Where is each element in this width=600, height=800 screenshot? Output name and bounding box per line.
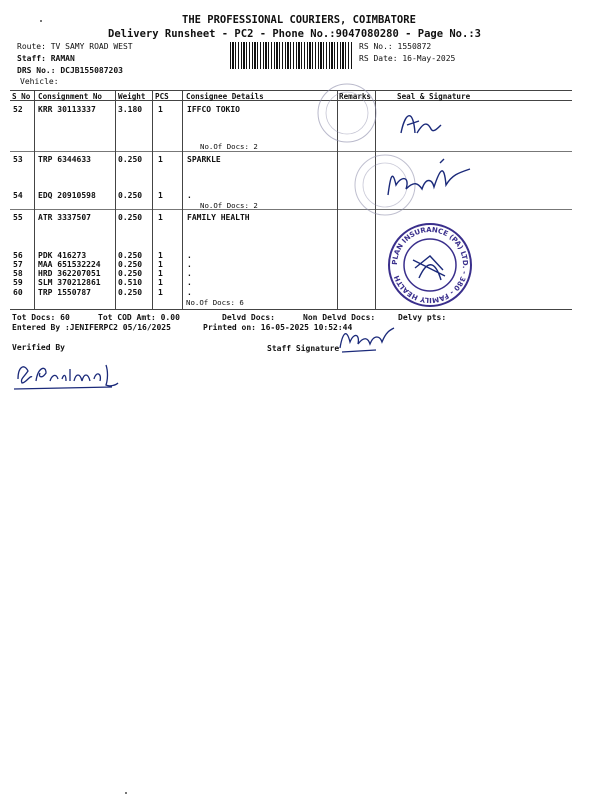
row-pcs: 1 bbox=[158, 155, 163, 164]
drs-number: DRS No.: DCJB155087203 bbox=[17, 66, 123, 75]
row-sno: 55 bbox=[13, 213, 23, 222]
row-pcs: 1 bbox=[158, 251, 163, 260]
row-weight: 0.250 bbox=[118, 213, 143, 222]
row-consignee: . bbox=[187, 269, 192, 278]
row-weight: 3.180 bbox=[118, 105, 143, 114]
entered-by: Entered By :JENIFERPC2 05/16/2025 bbox=[12, 323, 171, 332]
rs-date: RS Date: 16-May-2025 bbox=[359, 54, 456, 63]
row-consignee: FAMILY HEALTH bbox=[187, 213, 250, 222]
row-consignment: HRD 362207051 bbox=[38, 269, 101, 278]
row-weight: 0.250 bbox=[118, 251, 143, 260]
col-header-consignee: Consignee Details bbox=[186, 92, 264, 101]
row-consignment: EDQ 20910598 bbox=[38, 191, 96, 200]
row-pcs: 1 bbox=[158, 260, 163, 269]
row-divider bbox=[10, 209, 572, 210]
col-divider bbox=[182, 90, 183, 309]
row-weight: 0.250 bbox=[118, 288, 143, 297]
printed-on: Printed on: 16-05-2025 10:52:44 bbox=[203, 323, 353, 332]
row-consignment: SLM 370212861 bbox=[38, 278, 101, 287]
row-sno: 56 bbox=[13, 251, 23, 260]
page-dot bbox=[40, 20, 42, 22]
faint-stamp-1 bbox=[312, 78, 382, 148]
row-consignee: IFFCO TOKIO bbox=[187, 105, 240, 114]
document-subtitle: Delivery Runsheet - PC2 - Phone No.:9047080280 - Page No.:3 bbox=[108, 28, 481, 40]
row-pcs: 1 bbox=[158, 288, 163, 297]
col-header-consignment: Consignment No bbox=[38, 92, 103, 101]
col-divider bbox=[34, 90, 35, 309]
row-pcs: 1 bbox=[158, 213, 163, 222]
route-label: Route: TV SAMY ROAD WEST bbox=[17, 42, 133, 51]
row-consignment: MAA 651532224 bbox=[38, 260, 101, 269]
row-sno: 53 bbox=[13, 155, 23, 164]
col-divider bbox=[115, 90, 116, 309]
row-consignee: . bbox=[187, 251, 192, 260]
row-consignee: . bbox=[187, 260, 192, 269]
row-sno: 54 bbox=[13, 191, 23, 200]
row-weight: 0.250 bbox=[118, 155, 143, 164]
row-pcs: 1 bbox=[158, 269, 163, 278]
col-divider bbox=[152, 90, 153, 309]
table-bottom-border bbox=[10, 309, 572, 310]
company-seal bbox=[385, 220, 475, 310]
row-weight: 0.250 bbox=[118, 260, 143, 269]
delivery-signature-1 bbox=[395, 103, 445, 143]
document-title: THE PROFESSIONAL COURIERS, COIMBATORE bbox=[182, 14, 416, 26]
row-weight: 0.250 bbox=[118, 269, 143, 278]
total-cod: Tot COD Amt: 0.00 bbox=[98, 313, 180, 322]
col-header-pcs: PCS bbox=[155, 92, 169, 101]
delivered-docs: Delvd Docs: bbox=[222, 313, 275, 322]
row-sno: 60 bbox=[13, 288, 23, 297]
row-weight: 0.510 bbox=[118, 278, 143, 287]
vehicle-label: Vehicle: bbox=[20, 77, 59, 86]
staff-signature-label: Staff Signature bbox=[267, 344, 340, 353]
col-header-weight: Weight bbox=[118, 92, 146, 101]
row-consignment: KRR 30113337 bbox=[38, 105, 96, 114]
row-pcs: 1 bbox=[158, 105, 163, 114]
docs-count: No.Of Docs: 2 bbox=[200, 142, 258, 151]
row-consignee: SPARKLE bbox=[187, 155, 221, 164]
row-weight: 0.250 bbox=[118, 191, 143, 200]
verified-by-label: Verified By bbox=[12, 343, 65, 352]
row-sno: 58 bbox=[13, 269, 23, 278]
page-dot bbox=[125, 792, 127, 794]
row-consignment: ATR 3337507 bbox=[38, 213, 91, 222]
row-sno: 52 bbox=[13, 105, 23, 114]
row-consignment: TRP 6344633 bbox=[38, 155, 91, 164]
row-sno: 57 bbox=[13, 260, 23, 269]
barcode bbox=[230, 42, 352, 69]
col-header-seal: Seal & Signature bbox=[397, 92, 471, 101]
row-divider bbox=[10, 151, 572, 152]
delivery-signature-2 bbox=[380, 155, 475, 205]
row-consignee: . bbox=[187, 288, 192, 297]
row-consignment: PDK 416273 bbox=[38, 251, 87, 260]
seal-text: PLAN INSURANCE (PA) LTD. - 380 - FAMILY HEALTH bbox=[390, 225, 470, 305]
row-consignee: . bbox=[187, 191, 192, 200]
staff-signature bbox=[336, 318, 396, 356]
total-docs: Tot Docs: 60 bbox=[12, 313, 70, 322]
row-pcs: 1 bbox=[158, 278, 163, 287]
row-consignment: TRP 1550787 bbox=[38, 288, 91, 297]
non-delivered-docs: Non Delvd Docs: bbox=[303, 313, 376, 322]
rs-number: RS No.: 1550872 bbox=[359, 42, 432, 51]
row-pcs: 1 bbox=[158, 191, 163, 200]
col-header-sno: S No bbox=[12, 92, 31, 101]
table-top-border bbox=[10, 90, 572, 91]
row-sno: 59 bbox=[13, 278, 23, 287]
staff-label: Staff: RAMAN bbox=[17, 54, 75, 63]
docs-count: No.Of Docs: 2 bbox=[200, 201, 258, 210]
docs-count: No.Of Docs: 6 bbox=[186, 298, 244, 307]
row-consignee: . bbox=[187, 278, 192, 287]
delivery-points: Delvy pts: bbox=[398, 313, 447, 322]
verifier-signature bbox=[12, 355, 122, 395]
col-header-remarks: Remarks bbox=[339, 92, 372, 101]
